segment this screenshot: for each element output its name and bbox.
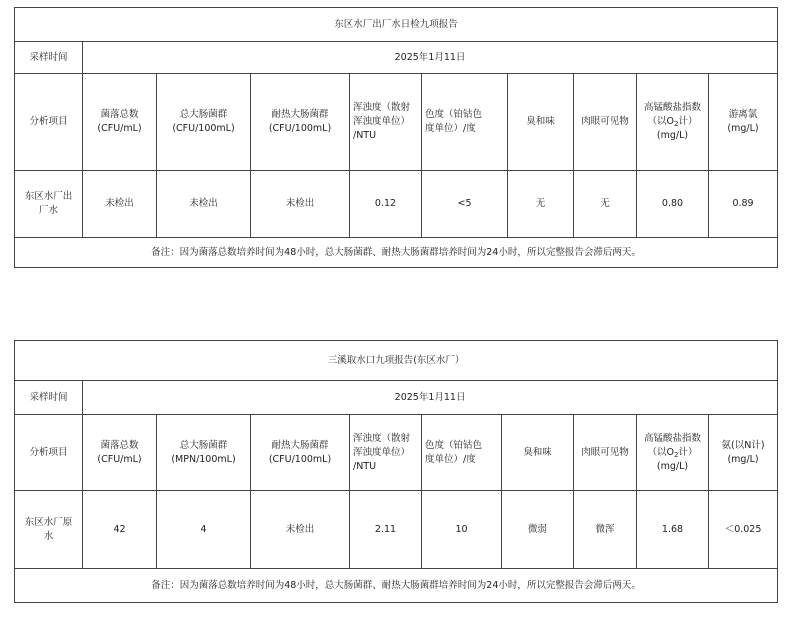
value-total-coliform: 未检出 — [157, 171, 251, 238]
header-visible-matter: 肉眼可见物 — [574, 74, 637, 171]
header-free-chlorine: 游离氯 (mg/L) — [709, 74, 778, 171]
header-color: 色度（铂钴色 度单位）/度 — [422, 74, 508, 171]
item-label: 分析项目 — [15, 74, 83, 171]
value-visible-matter: 微浑 — [574, 491, 637, 569]
value-thermotolerant-coliform: 未检出 — [251, 491, 350, 569]
sampling-time-label: 采样时间 — [15, 381, 83, 415]
header-colony-count: 菌落总数 (CFU/mL) — [83, 74, 157, 171]
header-turbidity: 浑浊度（散射 浑浊度单位） /NTU — [350, 415, 422, 491]
header-ammonia: 氨(以N计) (mg/L) — [709, 415, 778, 491]
report-note: 备注：因为菌落总数培养时间为48小时，总大肠菌群、耐热大肠菌群培养时间为24小时，所以完整报告会滞后两天。 — [15, 569, 778, 603]
value-visible-matter: 无 — [574, 171, 637, 238]
header-permanganate-index: 高锰酸盐指数 （以$O_2$计） (mg/L) — [637, 415, 709, 491]
report-title: 三溪取水口九项报告(东区水厂） — [15, 341, 778, 381]
value-thermotolerant-coliform: 未检出 — [251, 171, 350, 238]
value-turbidity: 0.12 — [350, 171, 422, 238]
header-colony-count: 菌落总数 (CFU/mL) — [83, 415, 157, 491]
sampling-date: 2025年1月11日 — [83, 381, 778, 415]
sample-name: 东区水厂出厂水 — [15, 171, 83, 238]
header-visible-matter: 肉眼可见物 — [574, 415, 637, 491]
value-total-coliform: 4 — [157, 491, 251, 569]
header-total-coliform: 总大肠菌群 (MPN/100mL) — [157, 415, 251, 491]
value-odor-taste: 微弱 — [502, 491, 574, 569]
value-free-chlorine: 0.89 — [709, 171, 778, 238]
header-permanganate-index: 高锰酸盐指数 （以$O_2$计） (mg/L) — [637, 74, 709, 171]
header-total-coliform: 总大肠菌群 (CFU/100mL) — [157, 74, 251, 171]
value-ammonia: ＜0.025 — [709, 491, 778, 569]
sampling-date: 2025年1月11日 — [83, 42, 778, 74]
value-color: <5 — [422, 171, 508, 238]
header-thermotolerant-coliform: 耐热大肠菌群 (CFU/100mL) — [251, 74, 350, 171]
report-table-intake — [14, 340, 778, 603]
value-turbidity: 2.11 — [350, 491, 422, 569]
sample-name: 东区水厂原水 — [15, 491, 83, 569]
value-colony-count: 未检出 — [83, 171, 157, 238]
report-title: 东区水厂出厂水日检九项报告 — [15, 8, 778, 42]
value-odor-taste: 无 — [508, 171, 574, 238]
report-note: 备注：因为菌落总数培养时间为48小时，总大肠菌群、耐热大肠菌群培养时间为24小时，所以完整报告会滞后两天。 — [15, 238, 778, 268]
value-colony-count: 42 — [83, 491, 157, 569]
sampling-time-label: 采样时间 — [15, 42, 83, 74]
value-color: 10 — [422, 491, 502, 569]
header-odor-taste: 臭和味 — [502, 415, 574, 491]
value-permanganate-index: 1.68 — [637, 491, 709, 569]
report-table-daily — [14, 7, 778, 268]
header-thermotolerant-coliform: 耐热大肠菌群 (CFU/100mL) — [251, 415, 350, 491]
header-odor-taste: 臭和味 — [508, 74, 574, 171]
header-color: 色度（铂钴色 度单位）/度 — [422, 415, 502, 491]
value-permanganate-index: 0.80 — [637, 171, 709, 238]
header-turbidity: 浑浊度（散射 浑浊度单位） /NTU — [350, 74, 422, 171]
item-label: 分析项目 — [15, 415, 83, 491]
